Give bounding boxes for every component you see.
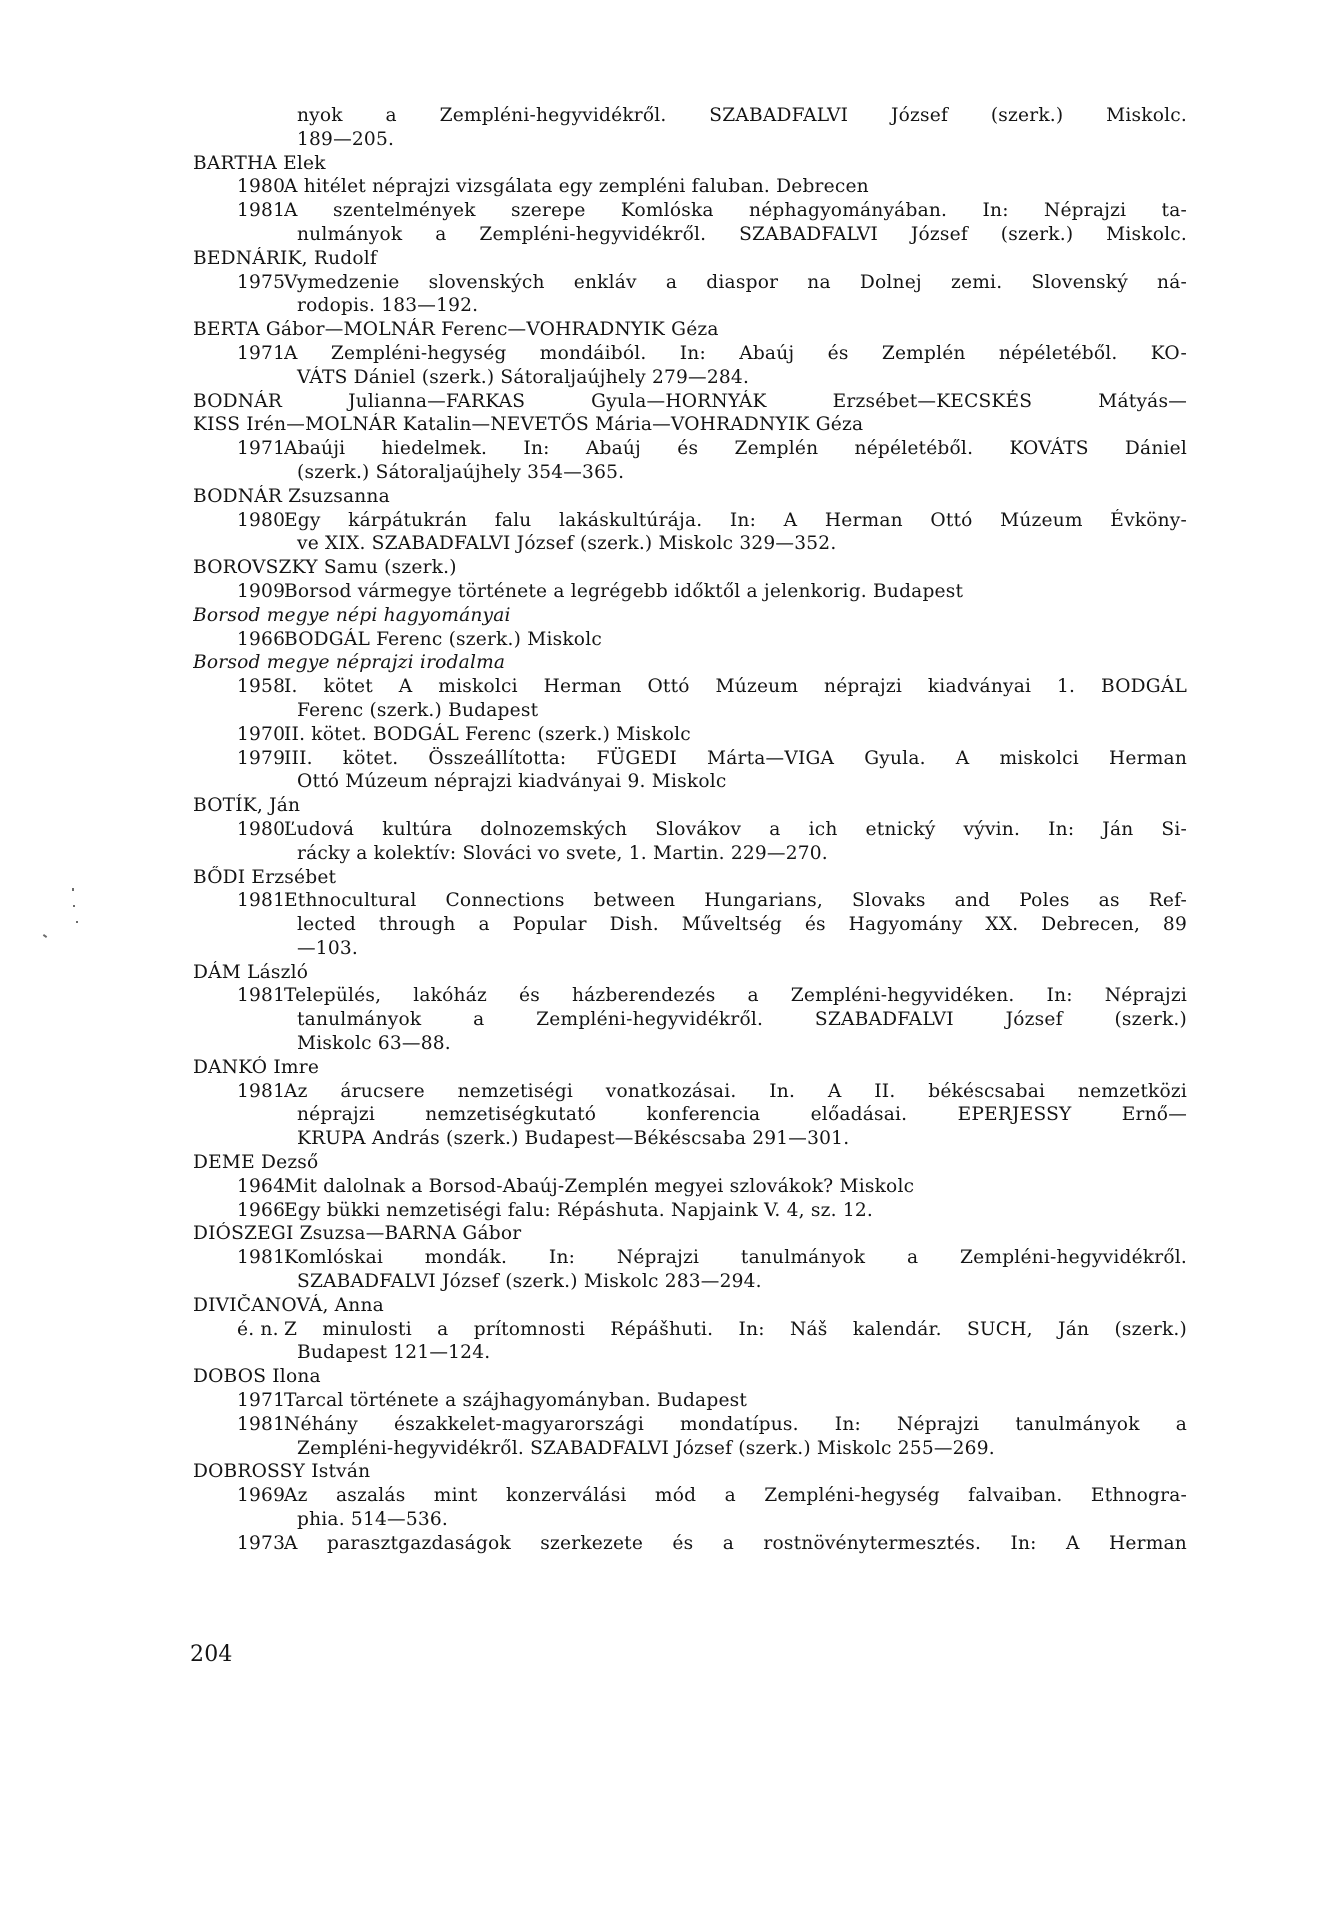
author-heading: DOBROSSY István — [193, 1461, 371, 1483]
entry-continuation: Budapest 121—124. — [297, 1342, 491, 1364]
scan-speck — [73, 905, 75, 907]
author-heading: KISS Irén—MOLNÁR Katalin—NEVETŐS Mária—VOHRADNYIK Géza — [193, 414, 864, 436]
entry-year: é. n. — [237, 1318, 279, 1340]
bibliography-entry — [193, 818, 1187, 842]
entry-text: Az aszalás mint konzerválási mód a Zempléni-hegység falvaiban. Ethnogra- — [284, 1485, 1187, 1507]
entry-text: Egy kárpátukrán falu lakáskultúrája. In: A Herman Ottó Múzeum Évköny- — [284, 509, 1187, 531]
entry-continuation: phia. 514—536. — [297, 1509, 449, 1531]
author-heading: BERTA Gábor—MOLNÁR Ferenc—VOHRADNYIK Géza — [193, 319, 719, 341]
entry-year: 1981 — [237, 1413, 286, 1435]
entry-text: Néhány északkelet-magyarországi mondatípus. In: Néprajzi tanulmányok a — [284, 1413, 1187, 1435]
entry-continuation: Miskolc 63—88. — [297, 1033, 451, 1055]
entry-continuation: —103. — [297, 937, 358, 959]
bibliography-entry — [193, 1080, 1187, 1104]
entry-text: Mit dalolnak a Borsod-Abaúj-Zemplén megyei szlovákok? Miskolc — [284, 1175, 915, 1197]
entry-year: 1971 — [237, 438, 286, 460]
entry-text: Vymedzenie slovenských enkláv a diaspor na Dolnej zemi. Slovenský ná- — [284, 271, 1187, 293]
bibliography-entry — [193, 723, 1187, 747]
entry-year: 1971 — [237, 342, 286, 364]
bibliography-entry — [193, 1246, 1187, 1270]
author-heading: BOROVSZKY Samu (szerk.) — [193, 557, 457, 579]
entry-year: 1964 — [237, 1175, 286, 1197]
entry-year: 1975 — [237, 271, 286, 293]
bibliography-entry — [193, 1318, 1187, 1342]
bibliography-entry — [193, 984, 1187, 1008]
author-heading: DÁM László — [193, 961, 309, 983]
entry-text: Tarcal története a szájhagyományban. Budapest — [284, 1390, 748, 1412]
bibliography-entry — [193, 1413, 1187, 1437]
entry-year: 1969 — [237, 1485, 286, 1507]
entry-year: 1966 — [237, 1199, 286, 1221]
author-heading: BOTÍK, Ján — [193, 795, 301, 817]
entry-year: 1980 — [237, 509, 286, 531]
entry-continuation: (szerk.) Sátoraljaújhely 354—365. — [297, 461, 625, 483]
author-heading: DIVIČANOVÁ, Anna — [193, 1294, 384, 1316]
entry-text: Ethnocultural Connections between Hungarians, Slovaks and Poles as Ref- — [284, 890, 1187, 912]
entry-continuation: 189—205. — [297, 128, 395, 150]
entry-continuation: tanulmányok a Zempléni-hegyvidékről. SZABADFALVI József (szerk.) — [297, 1009, 1187, 1031]
entry-year: 1980 — [237, 176, 286, 198]
entry-continuation: SZABADFALVI József (szerk.) Miskolc 283—294. — [297, 1271, 762, 1293]
author-heading: BODNÁR Zsuzsanna — [193, 485, 390, 507]
author-heading: BARTHA Elek — [193, 152, 326, 174]
entry-text: A hitélet néprajzi vizsgálata egy zempléni faluban. Debrecen — [284, 176, 869, 198]
entry-continuation: Zempléni-hegyvidékről. SZABADFALVI József (szerk.) Miskolc 255—269. — [297, 1437, 995, 1459]
entry-text: BODGÁL Ferenc (szerk.) Miskolc — [284, 628, 602, 650]
entry-year: 1973 — [237, 1532, 286, 1554]
bibliography-entry — [193, 628, 1187, 652]
author-heading: BEDNÁRIK, Rudolf — [193, 247, 377, 269]
author-heading: DANKÓ Imre — [193, 1056, 320, 1078]
entry-text: I. kötet A miskolci Herman Ottó Múzeum néprajzi kiadványai 1. BODGÁL — [284, 676, 1187, 698]
author-heading: DEME Dezső — [193, 1152, 319, 1174]
author-heading: DIÓSZEGI Zsuzsa—BARNA Gábor — [193, 1223, 522, 1245]
entry-text: Abaúji hiedelmek. In: Abaúj és Zemplén népéletéből. KOVÁTS Dániel — [284, 438, 1187, 460]
scan-speck — [43, 934, 47, 938]
entry-text: Egy bükki nemzetiségi falu: Répáshuta. Napjaink V. 4, sz. 12. — [284, 1199, 874, 1221]
entry-text: A Zempléni-hegység mondáiból. In: Abaúj és Zemplén népéletéből. KO- — [284, 342, 1187, 364]
entry-continuation: Ferenc (szerk.) Budapest — [297, 699, 539, 721]
entry-text: Komlóskai mondák. In: Néprajzi tanulmányok a Zempléni-hegyvidékről. — [284, 1247, 1187, 1269]
bibliography-entry — [193, 580, 1187, 604]
entry-year: 1971 — [237, 1390, 286, 1412]
entry-year: 1980 — [237, 818, 286, 840]
entry-text: II. kötet. BODGÁL Ferenc (szerk.) Miskolc — [284, 723, 691, 745]
entry-continuation: ve XIX. SZABADFALVI József (szerk.) Miskolc 329—352. — [297, 533, 837, 555]
entry-year: 1979 — [237, 747, 286, 769]
entry-continuation: rodopis. 183—192. — [297, 295, 479, 317]
entry-text: A parasztgazdaságok szerkezete és a rostnövénytermesztés. In: A Herman — [284, 1532, 1187, 1554]
entry-year: 1909 — [237, 580, 286, 602]
bibliography-entry — [193, 889, 1187, 913]
author-heading: BODNÁR Julianna—FARKAS Gyula—HORNYÁK Erzsébet—KECSKÉS Mátyás— — [193, 390, 1187, 412]
entry-year: 1981 — [237, 985, 286, 1007]
author-heading: DOBOS Ilona — [193, 1366, 321, 1388]
bibliography-entry — [193, 675, 1187, 699]
entry-text: Ľudová kultúra dolnozemských Slovákov a ich etnický vývin. In: Ján Si- — [284, 818, 1187, 840]
entry-continuation: rácky a kolektív: Slováci vo svete, 1. Martin. 229—270. — [297, 842, 828, 864]
entry-continuation: KRUPA András (szerk.) Budapest—Békéscsaba 291—301. — [297, 1128, 850, 1150]
bibliography-entry — [193, 437, 1187, 461]
entry-year: 1981 — [237, 1247, 286, 1269]
entry-continuation: néprajzi nemzetiségkutató konferencia előadásai. EPERJESSY Ernő— — [297, 1104, 1187, 1126]
entry-year: 1981 — [237, 1080, 286, 1102]
bibliography-entry — [193, 747, 1187, 771]
bibliography-entry — [193, 1175, 1187, 1199]
bibliography-entry — [193, 199, 1187, 223]
entry-text: Borsod vármegye története a legrégebb időktől a jelenkorig. Budapest — [284, 580, 964, 602]
bibliography-entry — [193, 271, 1187, 295]
entry-text: Z minulosti a prítomnosti Répášhuti. In: Náš kalendár. SUCH, Ján (szerk.) — [284, 1318, 1187, 1340]
entry-year: 1981 — [237, 890, 286, 912]
entry-year: 1970 — [237, 723, 286, 745]
entry-continuation: lected through a Popular Dish. Műveltség és Hagyomány XX. Debrecen, 89 — [297, 914, 1187, 936]
entry-year: 1966 — [237, 628, 286, 650]
bibliography-entry — [193, 509, 1187, 533]
scan-speck — [72, 888, 74, 891]
entry-continuation: nyok a Zempléni-hegyvidékről. SZABADFALVI József (szerk.) Miskolc. — [297, 105, 1187, 126]
bibliography-list — [193, 104, 1187, 1556]
author-heading: Borsod megye népi hagyományai — [193, 604, 511, 626]
entry-continuation: VÁTS Dániel (szerk.) Sátoraljaújhely 279—284. — [297, 366, 750, 388]
entry-text: Az árucsere nemzetiségi vonatkozásai. In. A II. békéscsabai nemzetközi — [284, 1080, 1187, 1102]
entry-text: III. kötet. Összeállította: FÜGEDI Márta—VIGA Gyula. A miskolci Herman — [284, 747, 1187, 769]
entry-continuation: Ottó Múzeum néprajzi kiadványai 9. Miskolc — [297, 771, 727, 793]
bibliography-entry — [193, 1484, 1187, 1508]
entry-year: 1958 — [237, 676, 286, 698]
scan-speck — [76, 921, 78, 923]
entry-text: A szentelmények szerepe Komlóska néphagyományában. In: Néprajzi ta- — [284, 200, 1187, 222]
entry-continuation: nulmányok a Zempléni-hegyvidékről. SZABADFALVI József (szerk.) Miskolc. — [297, 223, 1187, 245]
author-heading: BŐDI Erzsébet — [193, 866, 337, 888]
bibliography-entry — [193, 175, 1187, 199]
bibliography-entry — [193, 1532, 1187, 1556]
page-number: 204 — [190, 1642, 233, 1667]
bibliography-entry — [193, 1389, 1187, 1413]
entry-year: 1981 — [237, 200, 286, 222]
bibliography-entry — [193, 342, 1187, 366]
entry-text: Település, lakóház és házberendezés a Zempléni-hegyvidéken. In: Néprajzi — [284, 985, 1187, 1007]
author-heading: Borsod megye néprajzi irodalma — [193, 652, 506, 674]
bibliography-entry — [193, 1199, 1187, 1223]
